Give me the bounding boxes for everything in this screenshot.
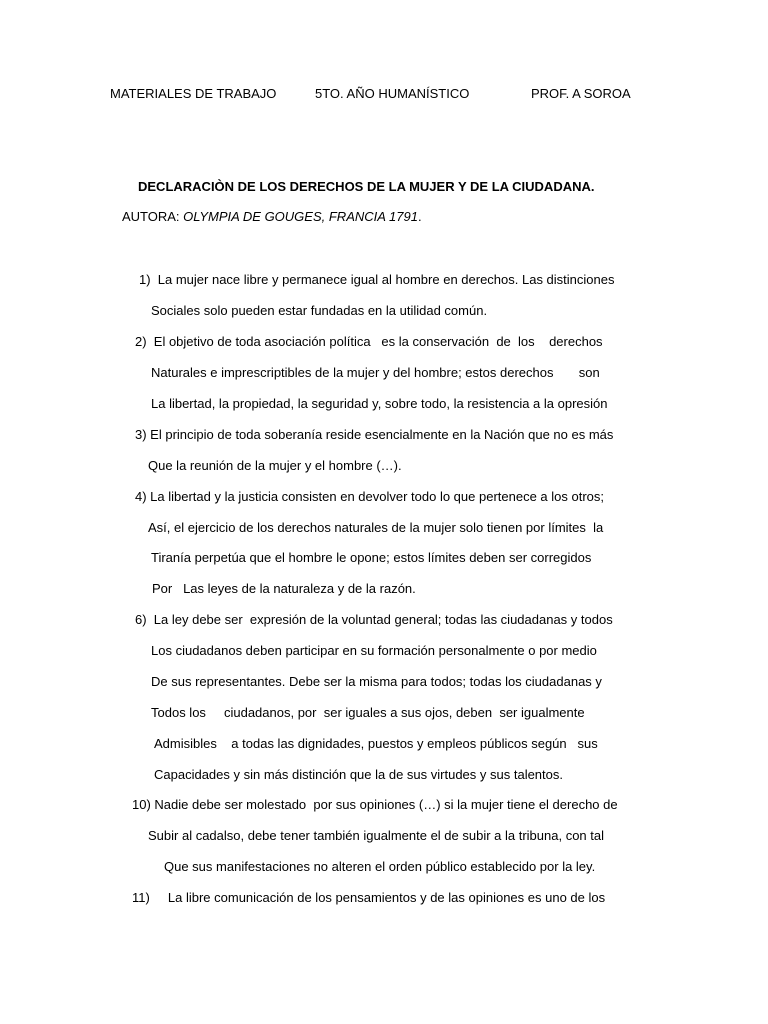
article-line: Sociales solo pueden estar fundadas en la utilidad común. xyxy=(151,303,488,318)
article-line: 4) La libertad y la justicia consisten en devolver todo lo que pertenece a los otros; xyxy=(135,489,604,504)
article-line: 2) El objetivo de toda asociación política es la conservación de los derechos xyxy=(135,334,603,349)
article-line: 10) Nadie debe ser molestado por sus opiniones (…) si la mujer tiene el derecho de xyxy=(132,797,618,812)
author-suffix: . xyxy=(417,209,422,224)
article-line: Naturales e imprescriptibles de la mujer y del hombre; estos derechos son xyxy=(151,365,600,380)
article-line: Subir al cadalso, debe tener también igualmente el de subir a la tribuna, con tal xyxy=(148,828,605,843)
article-line: Los ciudadanos deben participar en su formación personalmente o por medio xyxy=(151,643,597,658)
author-label: AUTORA: xyxy=(122,209,184,224)
document-title: DECLARACIÒN DE LOS DERECHOS DE LA MUJER Y DE LA CIUDADANA. xyxy=(138,179,595,194)
article-line: Por Las leyes de la naturaleza y de la razón. xyxy=(152,581,416,596)
header-teacher: PROF. A SOROA xyxy=(531,86,631,101)
article-line: Que sus manifestaciones no alteren el orden público establecido por la ley. xyxy=(164,859,596,874)
author-name: OLYMPIA DE GOUGES, FRANCIA 1791 xyxy=(183,209,418,224)
article-line: 3) El principio de toda soberanía reside esencialmente en la Nación que no es más xyxy=(135,427,614,442)
article-line: Así, el ejercicio de los derechos naturales de la mujer solo tienen por límites la xyxy=(148,520,604,535)
article-line: Que la reunión de la mujer y el hombre (…). xyxy=(148,458,402,473)
article-line: 6) La ley debe ser expresión de la voluntad general; todas las ciudadanas y todos xyxy=(135,612,613,627)
article-line: De sus representantes. Debe ser la misma para todos; todas los ciudadanas y xyxy=(151,674,602,689)
article-line: 1) La mujer nace libre y permanece igual al hombre en derechos. Las distinciones xyxy=(139,272,615,287)
article-line: 11) La libre comunicación de los pensamientos y de las opiniones es uno de los xyxy=(132,890,606,905)
article-line: Capacidades y sin más distinción que la de sus virtudes y sus talentos. xyxy=(154,767,563,782)
header-subject: MATERIALES DE TRABAJO xyxy=(110,86,277,101)
article-line: La libertad, la propiedad, la seguridad y, sobre todo, la resistencia a la opresión xyxy=(151,396,608,411)
article-line: Tiranía perpetúa que el hombre le opone; estos límites deben ser corregidos xyxy=(151,550,592,565)
article-line: Admisibles a todas las dignidades, puestos y empleos públicos según sus xyxy=(154,736,598,751)
article-line: Todos los ciudadanos, por ser iguales a sus ojos, deben ser igualmente xyxy=(151,705,585,720)
header-course: 5TO. AÑO HUMANÍSTICO xyxy=(315,86,470,101)
document-author xyxy=(122,209,422,225)
